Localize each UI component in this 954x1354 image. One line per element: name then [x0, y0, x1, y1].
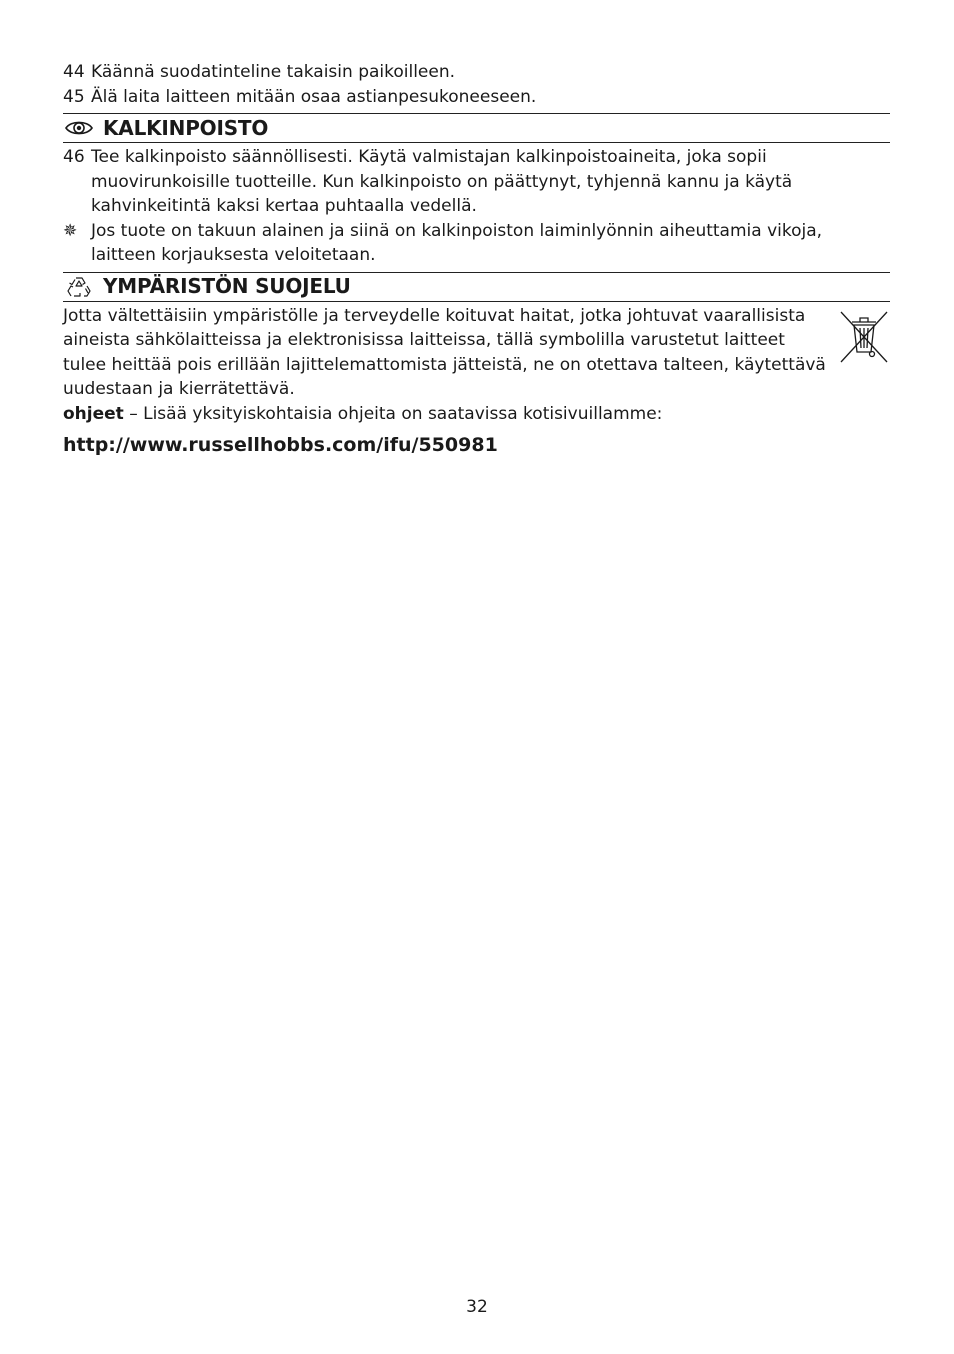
section-title: YMPÄRISTÖN SUOJELU [103, 274, 351, 299]
environment-section [63, 304, 890, 458]
item-number: 44 [63, 62, 85, 82]
section-title: KALKINPOISTO [103, 115, 269, 140]
item-text: Käännä suodatinteline takaisin paikoilleen. [91, 62, 456, 82]
item-number: 46 [63, 147, 85, 167]
instructions-url[interactable]: http://www.russellhobbs.com/ifu/550981 [63, 434, 498, 456]
section-heading-environment [63, 272, 890, 302]
item-text: Tee kalkinpoisto säännöllisesti. Käytä valmistajan kalkinpoistoaineita, joka sopii muovirunkoisille tuotteille. Kun kalkinpoisto on päättynyt, tyhjennä kannu ja käytä kahvinkeitintä kaksi kertaa puhtaalla vedellä. [91, 147, 793, 216]
instruction-item-44 [63, 60, 890, 85]
note-symbol: ✵ [63, 220, 78, 241]
eye-icon [65, 117, 93, 139]
environment-paragraph: Jotta vältettäisiin ympäristölle ja terveydelle koituvat haitat, jotka johtuvat vaarallisista aineista sähkölaitteissa ja elektronisissa laitteissa, tällä symbolilla varustetut laitteet tulee heittää pois erillään lajittelemattomista jätteistä, ne on otettava talteen, käytettävä uudestaan ja kierrätettävä. [63, 305, 826, 399]
item-number: 45 [63, 86, 85, 107]
warranty-note [63, 219, 890, 268]
instruction-item-45 [63, 85, 890, 110]
document-page [63, 60, 890, 458]
page-number: 32 [466, 1297, 488, 1317]
instructions-text: – Lisää yksityiskohtaisia ohjeita on saatavissa kotisivuillamme: [123, 403, 663, 424]
note-text: Jos tuote on takuun alainen ja siinä on kalkinpoiston laiminlyönnin aiheuttamia vikoja, laitteen korjauksesta veloitetaan. [91, 220, 823, 265]
instruction-item-46 [63, 145, 890, 219]
item-text: Älä laita laitteen mitään osaa astianpesukoneeseen. [91, 86, 537, 107]
crossed-bin-icon [838, 308, 890, 366]
recycle-icon [65, 276, 93, 298]
instructions-line [63, 402, 830, 427]
instructions-label: ohjeet [63, 403, 124, 424]
section-heading-descale [63, 113, 890, 143]
